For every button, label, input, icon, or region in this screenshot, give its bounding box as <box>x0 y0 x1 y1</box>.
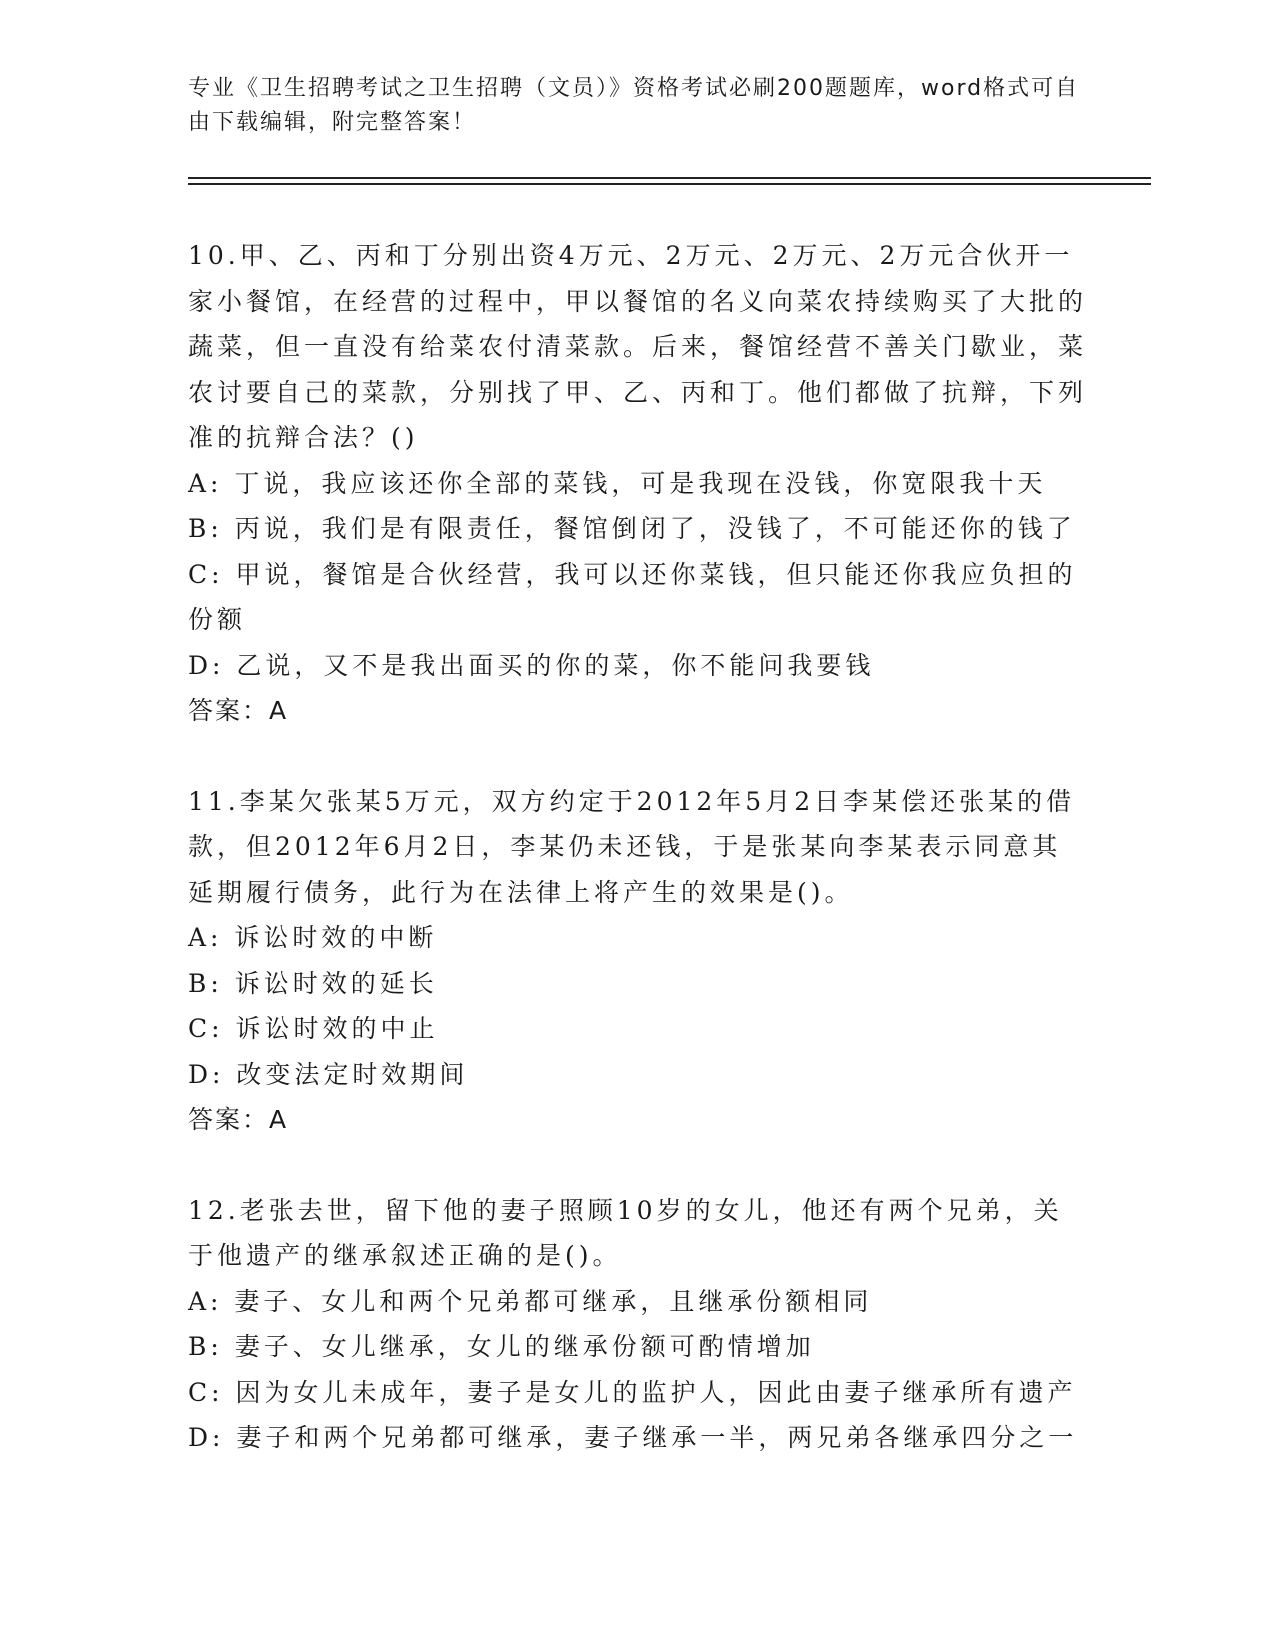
question-spacer <box>188 734 1088 779</box>
option-c: C: 诉讼时效的中止 <box>188 1014 439 1043</box>
question-stem: 12.老张去世，留下他的妻子照顾10岁的女儿，他还有两个兄弟，关于他遗产的继承叙述正确的是()。 <box>188 1195 1063 1270</box>
option-d: D: 改变法定时效期间 <box>188 1059 469 1089</box>
question-10 <box>188 233 1088 734</box>
question-12 <box>188 1188 1088 1461</box>
option-c: C: 甲说，餐馆是合伙经营，我可以还你菜钱，但只能还你我应负担的份额 <box>188 559 1077 634</box>
question-list <box>188 233 1088 1461</box>
option-a: A: 诉讼时效的中断 <box>188 923 438 952</box>
option-b: B: 丙说，我们是有限责任，餐馆倒闭了，没钱了，不可能还你的钱了 <box>188 514 1076 543</box>
option-c: C: 因为女儿未成年，妻子是女儿的监护人，因此由妻子继承所有遗产 <box>188 1377 1077 1407</box>
option-d: D: 乙说，又不是我出面买的你的菜，你不能问我要钱 <box>188 650 875 680</box>
option-d: D: 妻子和两个兄弟都可继承，妻子继承一半，两兄弟各继承四分之一 <box>188 1423 1078 1452</box>
question-spacer <box>188 1143 1088 1188</box>
header-divider-top <box>188 177 1151 179</box>
answer-label: 答案：A <box>188 1105 289 1134</box>
header-divider-bottom <box>188 183 1151 185</box>
question-11 <box>188 779 1088 1143</box>
option-b: B: 妻子、女儿继承，女儿的继承份额可酌情增加 <box>188 1332 815 1361</box>
option-a: A: 妻子、女儿和两个兄弟都可继承，且继承份额相同 <box>188 1286 873 1316</box>
question-stem: 11.李某欠张某5万元，双方约定于2012年5月2日李某偿还张某的借款，但2012年6月2日，李某仍未还钱，于是张某向李某表示同意其延期履行债务，此行为在法律上将产生的效果是()。 <box>188 786 1076 907</box>
option-b: B: 诉讼时效的延长 <box>188 968 438 998</box>
header-title: 专业《卫生招聘考试之卫生招聘（文员）》资格考试必刷200题题库，word格式可自由下载编辑，附完整答案！ <box>188 76 1080 135</box>
answer-label: 答案：A <box>188 696 289 725</box>
document-header <box>188 72 1088 140</box>
option-a: A: 丁说，我应该还你全部的菜钱，可是我现在没钱，你宽限我十天 <box>188 468 1047 498</box>
question-stem: 10.甲、乙、丙和丁分别出资4万元、2万元、2万元、2万元合伙开一家小餐馆，在经营的过程中，甲以餐馆的名义向菜农持续购买了大批的蔬菜，但一直没有给菜农付清菜款。后来，餐馆经营不善关门歇业，菜农讨要自己的菜款，分别找了甲、乙、丙和丁。他们都做了抗辩，下列准的抗辩合法？() <box>188 241 1088 452</box>
